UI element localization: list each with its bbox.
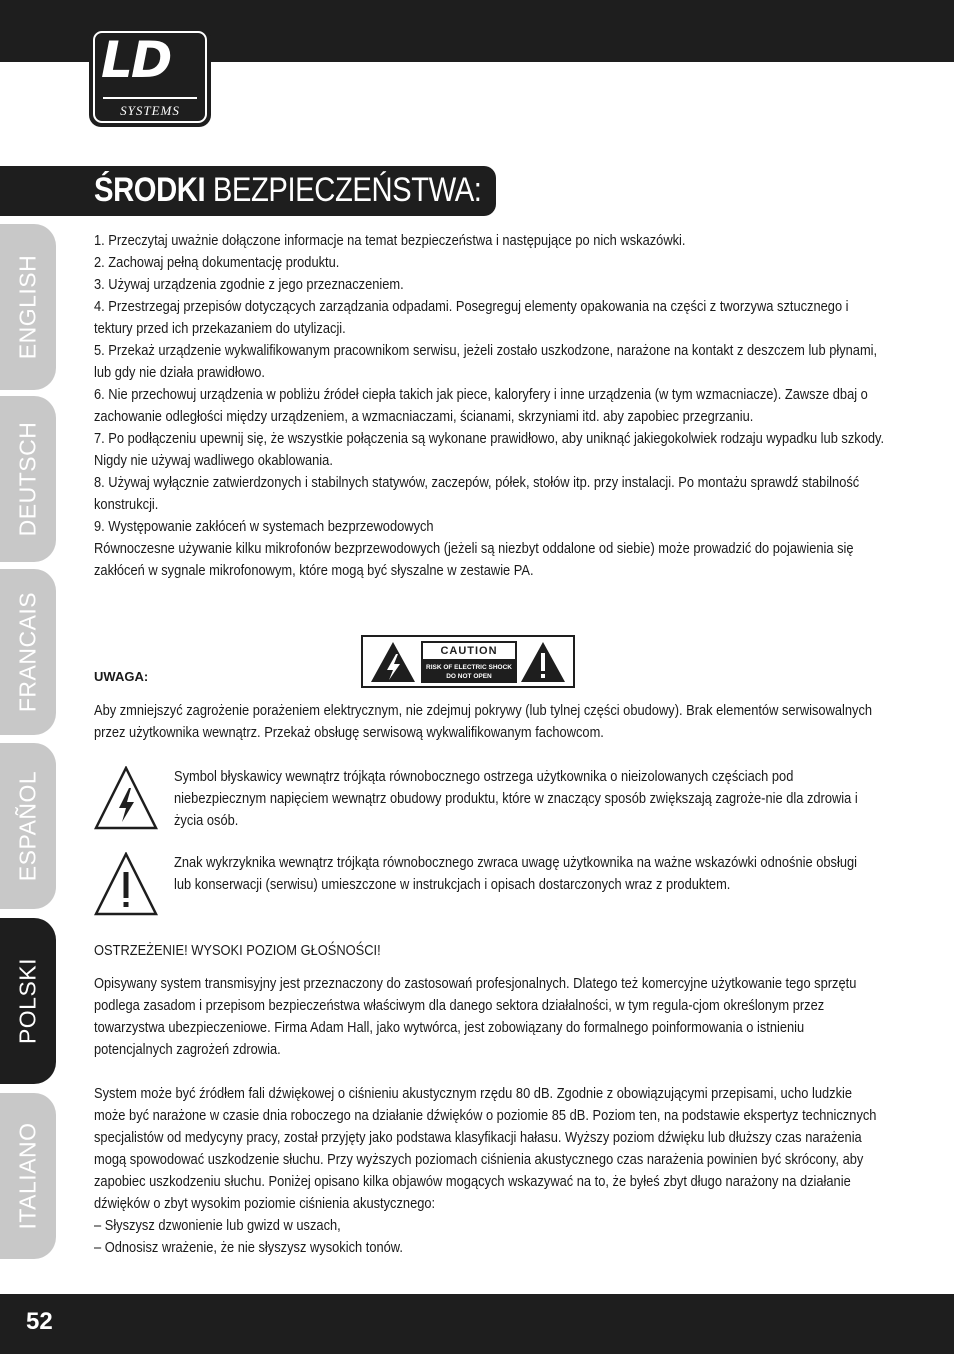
- instructions-list: [94, 230, 884, 582]
- instruction-item: 9. Występowanie zakłóceń w systemach bezprzewodowych: [94, 519, 434, 535]
- lightning-warning-icon: [369, 640, 417, 684]
- lightning-triangle-icon: [94, 766, 158, 830]
- tab-espanol[interactable]: [0, 743, 56, 909]
- instruction-item: 6. Nie przechowuj urządzenia w pobliżu źródeł ciepła takich jak piece, kaloryfery i inne urządzenia (w tym wzmacniacze). Zawsze dbaj o zachowanie odległości między urządzeniem, a wzmacniaczami, ścianami, skrzyniami itd. aby zapobiec przegrzaniu.: [94, 387, 868, 425]
- instruction-item: 1. Przeczytaj uważnie dołączone informacje na temat bezpieczeństwa i następujące po nich wskazówki.: [94, 233, 686, 249]
- instruction-item: 8. Używaj wyłącznie zatwierdzonych i stabilnych statywów, zaczepów, półek, stołów itp. przy instalacji. Po montażu sprawdź stabilność konstrukcji.: [94, 475, 860, 513]
- page-number: 52: [26, 1308, 53, 1335]
- tab-italiano[interactable]: [0, 1093, 56, 1259]
- volume-warning-title: OSTRZEŻENIE! WYSOKI POZIOM GŁOŚNOŚCI!: [94, 943, 381, 959]
- exclamation-triangle-icon: [94, 852, 158, 916]
- instruction-item: 4. Przestrzegaj przepisów dotyczących zarządzania odpadami. Posegreguj elementy opakowania na części z tworzywa sztucznego i tektury przed ich przekazaniem do utylizacji.: [94, 299, 849, 337]
- logo-systems-text: SYSTEMS: [120, 103, 180, 118]
- tab-deutsch-label: DEUTSCH: [14, 421, 41, 537]
- ld-systems-logo: [89, 27, 211, 127]
- tab-polski-label: POLSKI: [14, 957, 41, 1045]
- shock-paragraph: Aby zmniejszyć zagrożenie porażeniem elektrycznym, nie zdejmuj pokrywy (lub tylnej części obudowy). Brak elementów serwisowalnych przez użytkownika wewnątrz. Przekaż obsługę serwisową wykwalifikowanym fachowcom.: [94, 703, 873, 741]
- caution-text-box: [421, 641, 517, 683]
- logo-ld-text: LD: [101, 31, 171, 89]
- tab-english[interactable]: [0, 224, 56, 390]
- instruction-item: 5. Przekaż urządzenie wykwalifikowanym pracownikom serwisu, jeżeli zostało uszkodzone, narażone na kontakt z deszczem lub płynami, lub gdy nie działa prawidłowo.: [94, 343, 878, 381]
- volume-warning-paragraph-1: Opisywany system transmisyjny jest przeznaczony do zastosowań profesjonalnych. Dlatego też komercyjne użytkowanie tego sprzętu podlega zasadom i przepisom bezpieczeństwa właściwym dla danego sektora działalności, w tym regula-cjom określonym przez towarzystwa ubezpieczeniowe. Firma Adam Hall, jako wytwórca, jest zobowiązany do formalnego poinformowania o istnieniu potencjalnych zagrożeń zdrowia.: [94, 976, 857, 1058]
- tab-francais-label: FRANCAIS: [14, 591, 41, 713]
- caution-label: [361, 635, 575, 688]
- instruction-item: Równoczesne używanie kilku mikrofonów bezprzewodowych (jeżeli są niezbyt oddalone od siebie) może prowadzić do pojawienia się zakłóceń w sygnale mikrofonowym, które mogą być słyszalne w zestawie PA.: [94, 541, 854, 579]
- instruction-item: 2. Zachowaj pełną dokumentację produktu.: [94, 255, 340, 271]
- exclamation-symbol-text: Znak wykrzyknika wewnątrz trójkąta równobocznego zwraca uwagę użytkownika na ważne wskazówki odnośnie obsługi lub konserwacji (serwisu) umieszczone w instrukcjach i opisach dostarczonych wraz z produktem.: [174, 855, 858, 893]
- logo-rule: [103, 97, 197, 99]
- caution-line-2: DO NOT OPEN: [446, 673, 492, 680]
- tab-francais[interactable]: [0, 569, 56, 735]
- caution-line-1: RISK OF ELECTRIC SHOCK: [426, 664, 512, 671]
- instruction-item: Nigdy nie używaj wadliwego okablowania.: [94, 453, 333, 469]
- lightning-symbol-text: Symbol błyskawicy wewnątrz trójkąta równobocznego ostrzega użytkownika o nieizolowanych częściach pod niebezpiecznym napięciem wewnątrz obudowy produktu, które w znaczący sposób zwiększają zagroże-nie dla zdrowia i życia osób.: [174, 769, 858, 829]
- page-title: [94, 171, 481, 210]
- caution-subtext: [421, 663, 517, 681]
- instruction-item: 3. Używaj urządzenia zgodnie z jego przeznaczeniem.: [94, 277, 404, 293]
- volume-warning-paragraph-2: System może być źródłem fali dźwiękowej o ciśnieniu akustycznym rzędu 80 dB. Zgodnie z obowiązującymi przepisami, ucho ludzkie może być narażone w czasie dnia roboczego na działanie dźwięków o poziomie 85 dB. Poziom ten, na podstawie ekspertyz technicznych specjalistów od medycyny pracy, został przyjęty jako podstawa klasyfikacji hałasu. Wyższy poziom dźwięku lub dłuższy czas narażenia mogą spowodować uszkodzenie słuchu. Przy wyższych poziomach ciśnienia akustycznego czas narażenia powinien być skrócony, aby zapobiec uszkodzeniu słuchu. Poniżej opisano kilka objawów mogących wskazywać na to, że byłeś zbyt długo narażony na działanie dźwięków o zbyt wysokim poziomie ciśnienia akustycznego:: [94, 1086, 877, 1212]
- caution-word: CAUTION: [423, 643, 515, 659]
- bottom-bar: [0, 1294, 954, 1354]
- uwaga-label: UWAGA:: [94, 669, 149, 684]
- section-title-bar: [0, 166, 496, 216]
- tab-espanol-label: ESPAÑOL: [14, 770, 41, 882]
- tab-polski[interactable]: [0, 918, 56, 1084]
- volume-warning-bullet: – Odnosisz wrażenie, że nie słyszysz wysokich tonów.: [94, 1240, 403, 1256]
- volume-warning-section-2: [94, 1083, 884, 1259]
- volume-warning-bullet: – Słyszysz dzwonienie lub gwizd w uszach,: [94, 1218, 341, 1234]
- tab-english-label: ENGLISH: [14, 254, 41, 360]
- exclamation-warning-icon: [519, 640, 567, 684]
- instruction-item: 7. Po podłączeniu upewnij się, że wszystkie połączenia są wykonane prawidłowo, aby uniknąć jakiegokolwiek rodzaju wypadku lub szkody.: [94, 431, 885, 447]
- tab-italiano-label: ITALIANO: [14, 1122, 41, 1230]
- page-title-bold: ŚRODKI: [94, 171, 206, 209]
- tab-deutsch[interactable]: [0, 396, 56, 562]
- page-title-rest: BEZPIECZEŃSTWA:: [205, 171, 482, 209]
